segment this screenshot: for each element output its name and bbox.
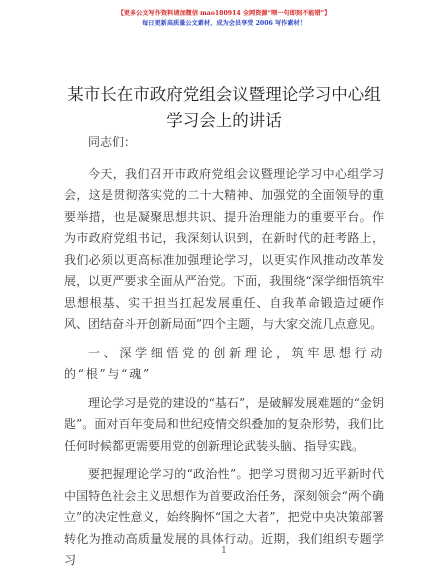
paragraph-theory: 理论学习是党的建设的“基石”，是破解发展难题的“金钥匙”。面对百年变局和世纪疫情交织叠加的复杂形势，我们比任何时候都更需要用党的创新理论武装头脑、指导实践。 bbox=[64, 395, 384, 453]
page-number: 1 bbox=[221, 546, 227, 556]
document-title: 某市长在市政府党组会议暨理论学习中心组学习会上的讲话 bbox=[67, 85, 381, 130]
header-promo-line-1: 【更多公文写作资料请加微信 mao180914 全网资源“喂一句即刻不能错”】 bbox=[117, 10, 331, 17]
header-promo-line-2: 每日更新高质量公文素材，成为会员享受 2006 写作素材！ bbox=[142, 20, 306, 27]
document-body bbox=[64, 132, 384, 579]
section-heading-1: 一、深学细悟党的创新理论，筑牢思想行动的“根”与“魂” bbox=[64, 345, 384, 381]
salutation: 同志们： bbox=[88, 135, 137, 149]
paragraph-intro: 今天，我们召开市政府党组会议暨理论学习中心组学习会，这是贯彻落实党的二十大精神、加强党的全面领导的重要举措，也是凝聚思想共识、提升治理能力的重要平台。作为市政府党组书记，我深刻认识到，在新时代的赶考路上，我们必须以更高标准加强理论学习，以更实作风推动改革发展，以更严要求全面从严治党。下面，我围绕“深学细悟筑牢思想根基、实干担当扛起发展重任、自我革命锻造过硬作风、团结奋斗开创新局面”四个主题，与大家交流几点意见。 bbox=[64, 166, 384, 331]
paragraph-political: 要把握理论学习的“政治性”。把学习贯彻习近平新时代中国特色社会主义思想作为首要政治任务，深刻领会“两个确立”的决定性意义，始终胸怀“国之大者”，把党中央决策部署转化为推动高质量发展的具体行动。近期，我们组织专题学习 bbox=[64, 467, 384, 567]
